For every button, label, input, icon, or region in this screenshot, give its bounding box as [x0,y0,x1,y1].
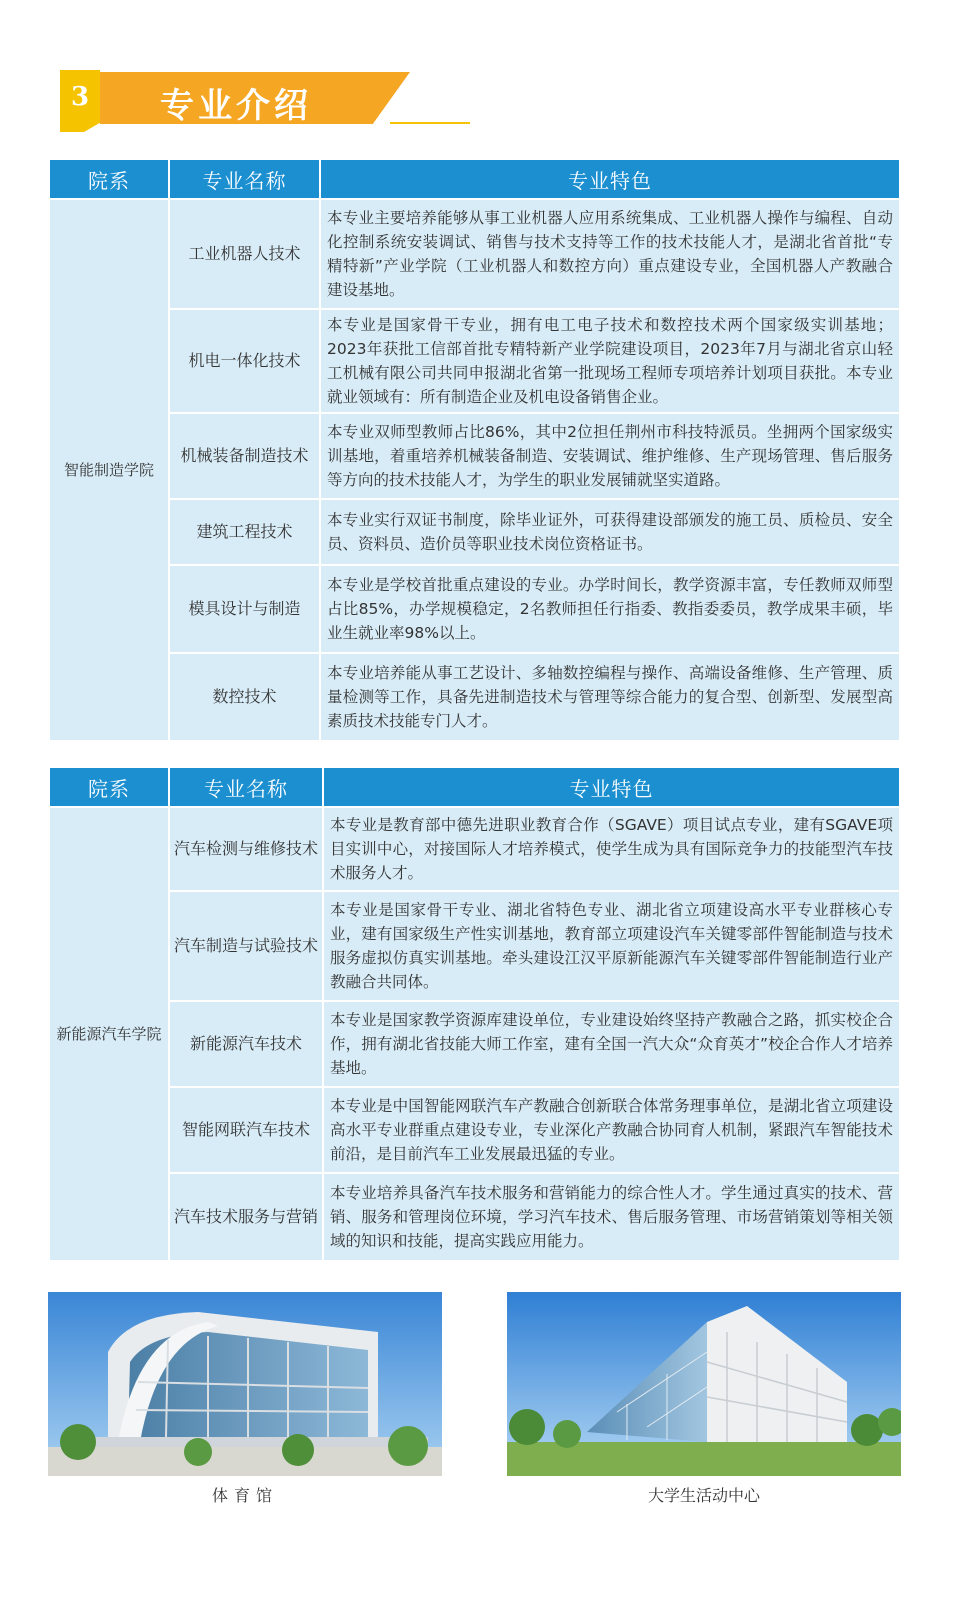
header-major-name: 专业名称 [169,767,323,807]
department-cell: 新能源汽车学院 [49,807,169,1261]
table-header-row [49,767,900,807]
table-row [49,891,900,1001]
gymnasium-caption: 体育馆 [211,1486,278,1505]
major-desc-cell: 本专业是学校首批重点建设的专业。办学时间长，教学资源丰富，专任教师双师型占比85%，办学规模稳定，2名教师担任行指委、教指委委员，教学成果丰硕，毕业生就业率98%以上。 [320,565,900,653]
major-name-cell: 工业机器人技术 [169,199,320,309]
table-row [49,1001,900,1087]
major-desc-cell: 本专业培养具备汽车技术服务和营销能力的综合性人才。学生通过真实的技术、营销、服务和管理岗位环境，学习汽车技术、售后服务管理、市场营销策划等相关领域的知识和技能，提高实践应用能力。 [323,1173,900,1261]
major-name-cell: 机械装备制造技术 [169,413,320,499]
table-row [49,199,900,309]
table-row [49,565,900,653]
table-row [49,653,900,741]
student-center-illustration [507,1292,901,1476]
major-name-cell: 汽车检测与维修技术 [169,807,323,891]
major-name-cell: 汽车技术服务与营销 [169,1173,323,1261]
gymnasium-illustration [48,1292,442,1476]
major-name-cell: 新能源汽车技术 [169,1001,323,1087]
major-desc-cell: 本专业是国家骨干专业，拥有电工电子技术和数控技术两个国家级实训基地；2023年获批工信部首批专精特新产业学院建设项目，2023年7月与湖北省京山轻工机械有限公司共同申报湖北省第一批现场工程师专项培养计划项目获批。本专业就业领域有：所有制造企业及机电设备销售企业。 [320,309,900,413]
table-row [49,807,900,891]
major-desc-cell: 本专业是中国智能网联汽车产教融合创新联合体常务理事单位，是湖北省立项建设高水平专业群重点建设专业，专业深化产教融合协同育人机制，紧跟汽车智能技术前沿，是目前汽车工业发展最迅猛的专业。 [323,1087,900,1173]
major-name-cell: 汽车制造与试验技术 [169,891,323,1001]
table-row [49,1087,900,1173]
major-desc-cell: 本专业双师型教师占比86%，其中2位担任荆州市科技特派员。坐拥两个国家级实训基地，着重培养机械装备制造、安装调试、维护维修、生产现场管理、售后服务等方向的技术技能人才，为学生的职业发展铺就坚实道路。 [320,413,900,499]
header-department: 院系 [49,159,169,199]
major-desc-cell: 本专业实行双证书制度，除毕业证外，可获得建设部颁发的施工员、质检员、安全员、资料员、造价员等职业技术岗位资格证书。 [320,499,900,565]
department-cell: 智能制造学院 [49,199,169,741]
major-table-new-energy-vehicle [48,766,901,1262]
major-name-cell: 智能网联汽车技术 [169,1087,323,1173]
banner-underline [390,122,470,124]
section-title: 专业介绍 [160,86,312,126]
header-department: 院系 [49,767,169,807]
major-name-cell: 建筑工程技术 [169,499,320,565]
major-desc-cell: 本专业主要培养能够从事工业机器人应用系统集成、工业机器人操作与编程、自动化控制系统安装调试、销售与技术支持等工作的技术技能人才，是湖北省首批“专精特新”产业学院（工业机器人和数控方向）重点建设专业，全国机器人产教融合建设基地。 [320,199,900,309]
major-name-cell: 数控技术 [169,653,320,741]
table-row [49,309,900,413]
major-desc-cell: 本专业是国家骨干专业、湖北省特色专业、湖北省立项建设高水平专业群核心专业，建有国家级生产性实训基地，教育部立项建设汽车关键零部件智能制造与技术服务虚拟仿真实训基地。牵头建设江汉平原新能源汽车关键零部件智能制造行业产教融合共同体。 [323,891,900,1001]
header-major-features: 专业特色 [323,767,900,807]
table-row [49,1173,900,1261]
major-desc-cell: 本专业培养能从事工艺设计、多轴数控编程与操作、高端设备维修、生产管理、质量检测等工作，具备先进制造技术与管理等综合能力的复合型、创新型、发展型高素质技术技能专门人才。 [320,653,900,741]
student-center-caption: 大学生活动中心 [647,1486,760,1505]
major-name-cell: 机电一体化技术 [169,309,320,413]
section-number: 3 [70,82,90,112]
major-table-intelligent-manufacturing [48,158,901,742]
major-name-cell: 模具设计与制造 [169,565,320,653]
header-major-features: 专业特色 [320,159,900,199]
header-major-name: 专业名称 [169,159,320,199]
table-row [49,413,900,499]
major-desc-cell: 本专业是国家教学资源库建设单位，专业建设始终坚持产教融合之路，抓实校企合作，拥有湖北省技能大师工作室，建有全国一汽大众“众育英才”校企合作人才培养基地。 [323,1001,900,1087]
section-banner [60,68,420,134]
student-center-photo [507,1292,901,1476]
table-header-row [49,159,900,199]
major-desc-cell: 本专业是教育部中德先进职业教育合作（SGAVE）项目试点专业，建有SGAVE项目实训中心，对接国际人才培养模式，使学生成为具有国际竞争力的技能型汽车技术服务人才。 [323,807,900,891]
gymnasium-photo [48,1292,442,1476]
table-row [49,499,900,565]
